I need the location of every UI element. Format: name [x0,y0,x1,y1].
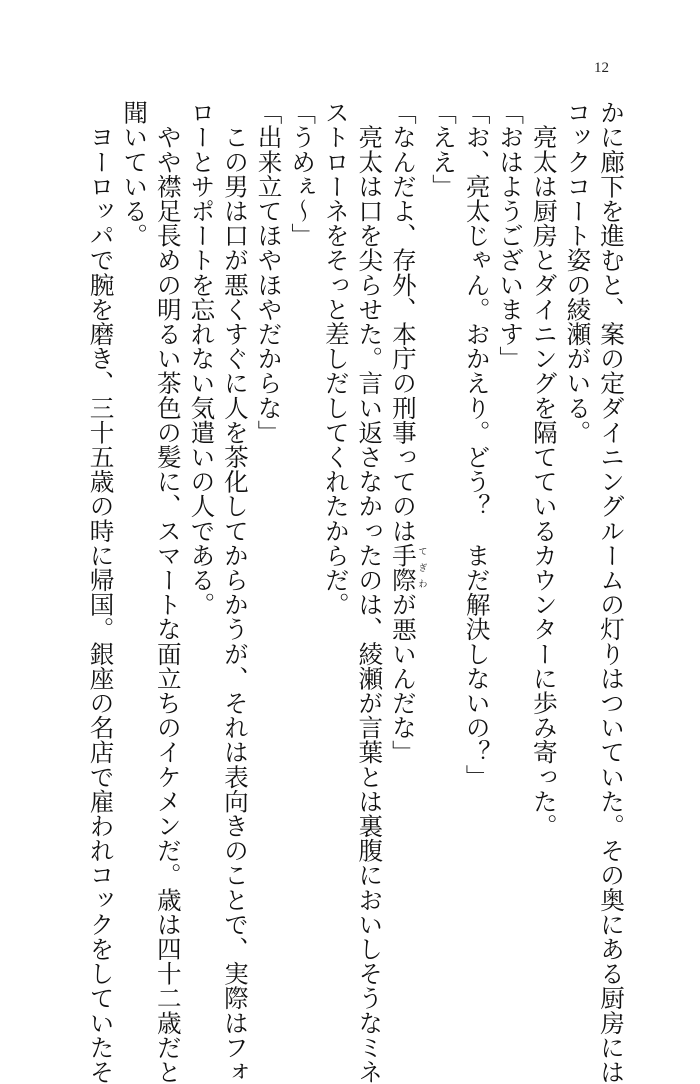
text-line: 「お、亮太じゃん。おかえり。どう？ まだ解決しないの？」 [462,100,492,789]
text-line: 「出来立てほやほやだからな」 [254,100,284,445]
page-number: 12 [594,60,609,76]
text-line: ローとサポートを忘れない気遣いの人である。 [187,100,217,617]
text-segment: 「なんだよ、存外、本庁の刑事ってのは [388,100,418,543]
vertical-text-body [84,100,628,1084]
text-line: ストローネをそっと差しだしてくれたからだ。 [321,100,351,617]
text-line: 亮太は口を尖らせた。言い返さなかったのは、綾瀬が言葉とは裏腹においしそうなミネ [355,100,385,1084]
text-line: 「ええ」 [429,100,459,199]
text-line: コックコート姿の綾瀬がいる。 [563,100,593,445]
text-line: 「おはようございます」 [496,100,526,371]
text-segment: が悪いんだな」 [388,592,418,765]
ruby-reading: てぎわ [416,542,427,592]
text-line: 「うめぇ〜」 [288,100,318,248]
text-line: ヨーロッパで腕を磨き、三十五歳の時に帰国。銀座の名店で雇われコックをしていたそ [86,100,116,1084]
text-line-with-ruby [386,100,426,960]
text-line: 亮太は厨房とダイニングを隔てているカウンターに歩み寄った。 [529,100,559,838]
text-line: やや襟足長めの明るい茶色の髪に、スマートな面立ちのイケメンだ。歳は四十二歳だと [153,100,183,1084]
text-line: かに廊下を進むと、案の定ダイニングルームの灯りはついていた。その奥にある厨房には [597,100,626,1084]
text-line: 聞いている。 [120,100,150,248]
ruby-base: 手際 [388,542,418,593]
text-line: この男は口が悪くすぐに人を茶化してからかうが、それは表向きのことで、実際はフォ [220,100,250,1084]
ruby-word [388,542,427,593]
